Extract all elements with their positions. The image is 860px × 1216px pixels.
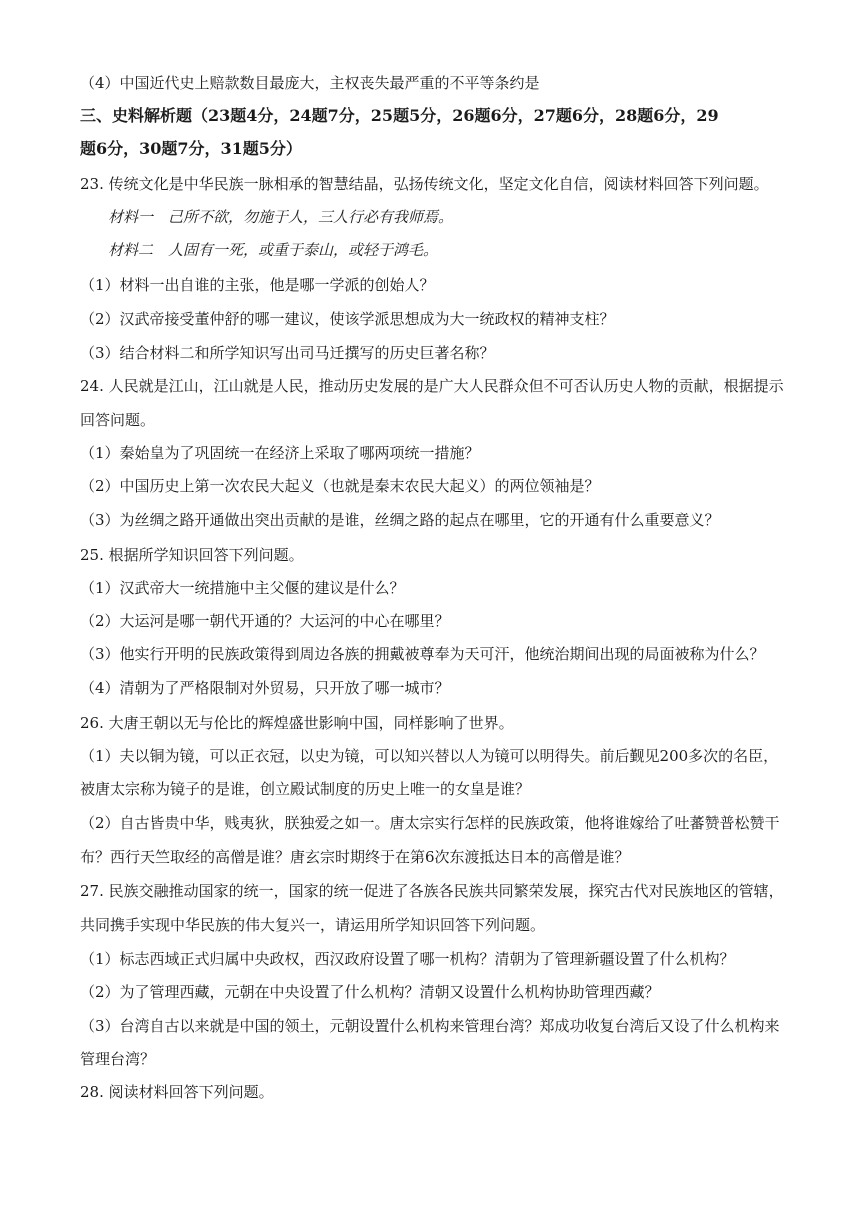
question-23-2: （2）汉武帝接受董仲舒的哪一建议，使该学派思想成为大一统政权的精神支柱？ — [80, 310, 615, 328]
material-1: 材料一 己所不欲，勿施于人，三人行必有我师焉。 — [108, 208, 454, 226]
question-26-2-cont: 布？西行天竺取经的高僧是谁？唐玄宗时期终于在第6次东渡抵达日本的高僧是谁？ — [80, 848, 630, 866]
question-24-stem: 24. 人民就是江山，江山就是人民，推动历史发展的是广大人民群众但不可否认历史人物的贡献，根据提示 — [80, 377, 784, 395]
question-25-2: （2）大运河是哪一朝代开通的？大运河的中心在哪里？ — [80, 612, 450, 630]
question-26-stem: 26. 大唐王朝以无与伦比的辉煌盛世影响中国，同样影响了世界。 — [80, 714, 514, 732]
question-22-4: （4）中国近代史上赔款数目最庞大，主权丧失最严重的不平等条约是 — [80, 74, 540, 92]
question-25-3: （3）他实行开明的民族政策得到周边各族的拥戴被尊奉为天可汗，他统治期间出现的局面被称为什么？ — [80, 645, 765, 663]
question-28-stem: 28. 阅读材料回答下列问题。 — [80, 1083, 274, 1101]
section-heading-cont: 题6分，30题7分，31题5分） — [80, 139, 302, 158]
section-heading: 三、史料解析题（23题4分，24题7分，25题5分，26题6分，27题6分，28题6分，29 — [80, 106, 719, 125]
question-27-2: （2）为了管理西藏，元朝在中央设置了什么机构？清朝又设置什么机构协助管理西藏？ — [80, 983, 660, 1001]
question-24-2: （2）中国历史上第一次农民大起义（也就是秦末农民大起义）的两位领袖是？ — [80, 477, 600, 495]
material-2: 材料二 人固有一死，或重于泰山，或轻于鸿毛。 — [108, 241, 439, 259]
question-23-stem: 23. 传统文化是中华民族一脉相承的智慧结晶，弘扬传统文化，坚定文化自信，阅读材料回答下列问题。 — [80, 175, 769, 193]
question-27-stem: 27. 民族交融推动国家的统一，国家的统一促进了各族各民族共同繁荣发展，探究古代对民族地区的管辖， — [80, 882, 784, 900]
question-23-3: （3）结合材料二和所学知识写出司马迁撰写的历史巨著名称？ — [80, 344, 495, 362]
question-25-4: （4）清朝为了严格限制对外贸易，只开放了哪一城市？ — [80, 679, 450, 697]
question-26-1: （1）夫以铜为镜，可以正衣冠，以史为镜，可以知兴替以人为镜可以明得失。前后觐见200多次的名臣， — [80, 747, 779, 765]
question-23-1: （1）材料一出自谁的主张，他是哪一学派的创始人？ — [80, 276, 435, 294]
question-25-stem: 25. 根据所学知识回答下列问题。 — [80, 546, 304, 564]
question-24-3: （3）为丝绸之路开通做出突出贡献的是谁，丝绸之路的起点在哪里，它的开通有什么重要意义？ — [80, 511, 720, 529]
question-25-1: （1）汉武帝大一统措施中主父偃的建议是什么？ — [80, 579, 405, 597]
question-27-3-cont: 管理台湾？ — [80, 1050, 156, 1068]
question-27-1: （1）标志西域正式归属中央政权，西汉政府设置了哪一机构？清朝为了管理新疆设置了什么机构？ — [80, 950, 735, 968]
question-27-3: （3）台湾自古以来就是中国的领土，元朝设置什么机构来管理台湾？郑成功收复台湾后又设了什么机构来 — [80, 1017, 780, 1035]
question-26-1-cont: 被唐太宗称为镜子的是谁，创立殿试制度的历史上唯一的女皇是谁？ — [80, 780, 531, 798]
question-24-stem-cont: 回答问题。 — [80, 411, 156, 429]
question-26-2: （2）自古皆贵中华，贱夷狄，朕独爱之如一。唐太宗实行怎样的民族政策，他将谁嫁给了吐蕃赞普松赞干 — [80, 814, 780, 832]
question-24-1: （1）秦始皇为了巩固统一在经济上采取了哪两项统一措施？ — [80, 444, 480, 462]
question-27-stem-cont: 共同携手实现中华民族的伟大复兴一，请运用所学知识回答下列问题。 — [80, 916, 546, 934]
